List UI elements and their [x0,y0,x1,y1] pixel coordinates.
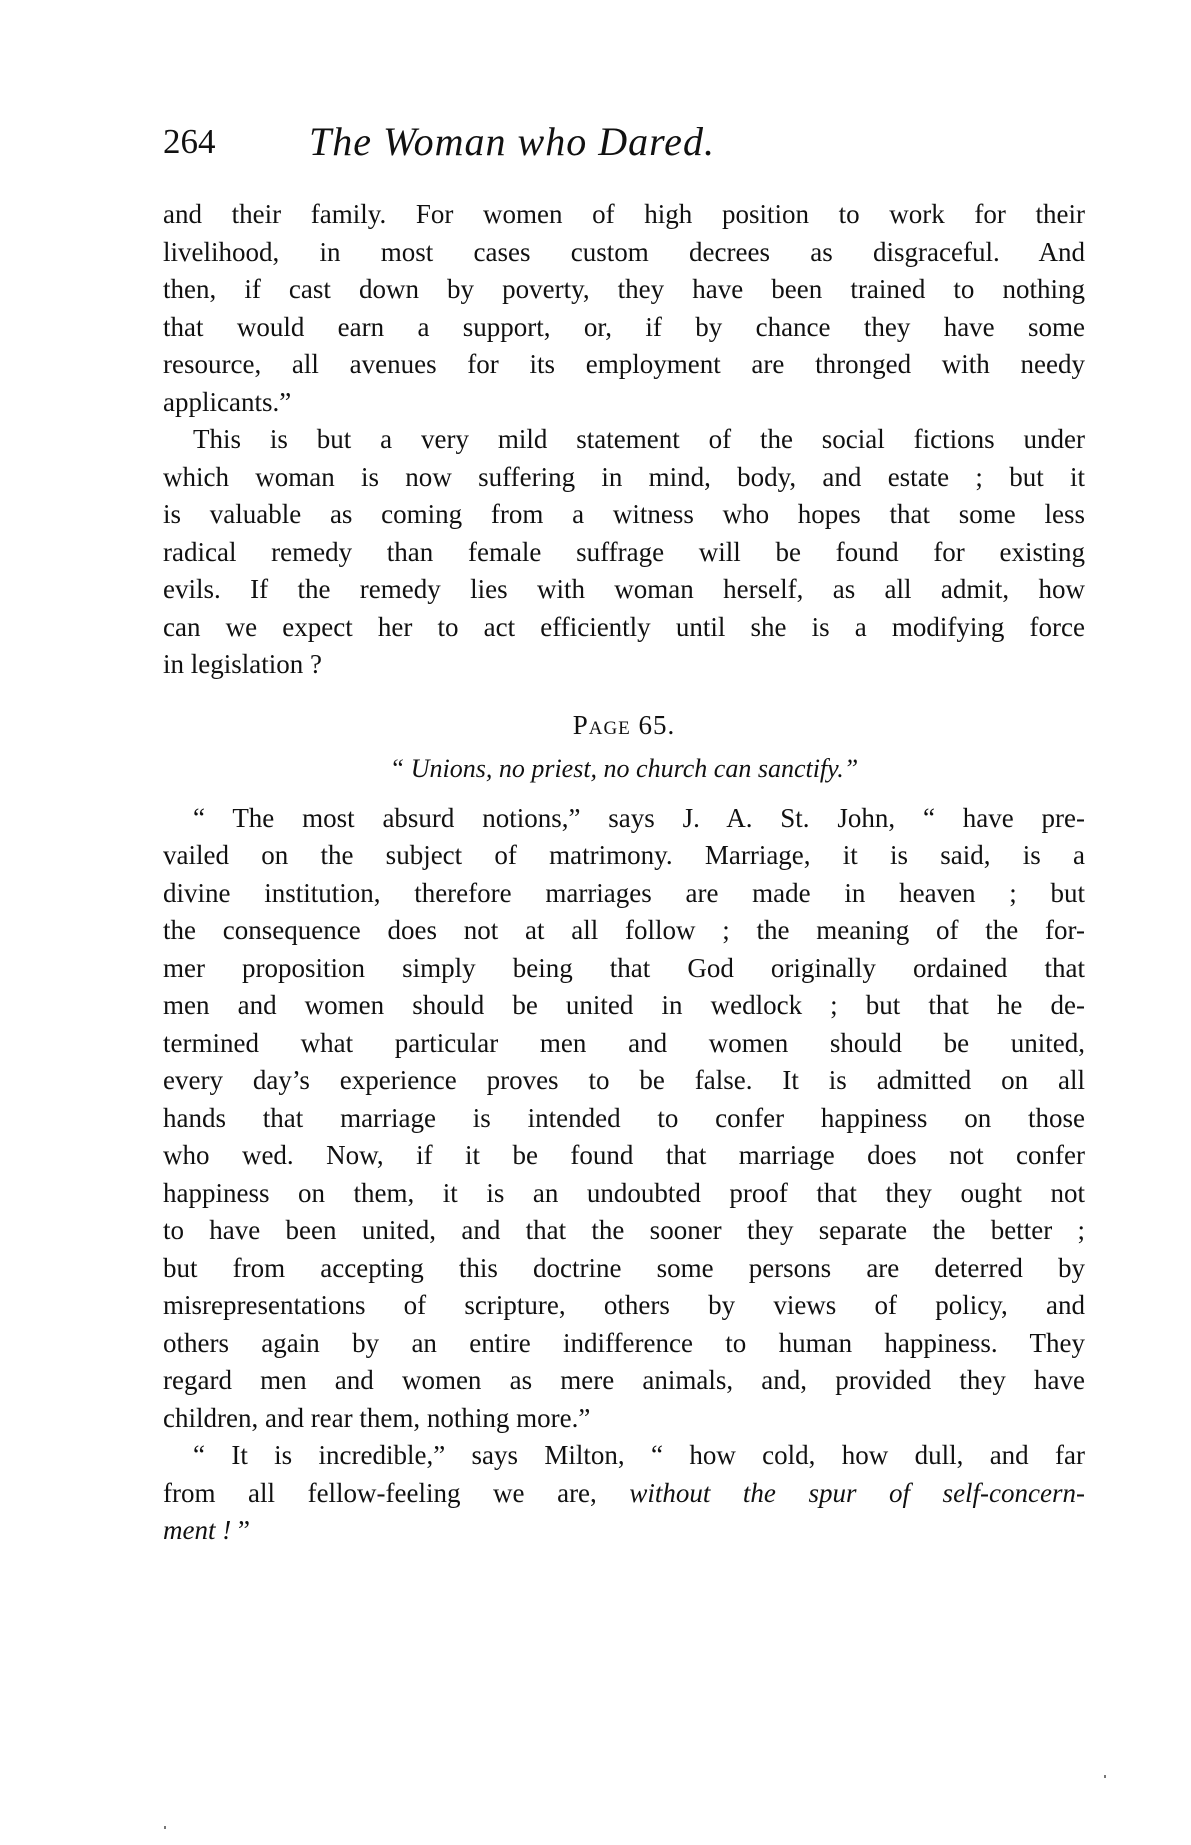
text-line: but from accepting this doctrine some persons are deterred by [163,1252,1085,1283]
text-line: evils. If the remedy lies with woman herself, as all admit, how [163,574,1085,604]
text-line: mer proposition simply being that God originally ordained that [163,952,1085,983]
text-italic: ment ! [163,1515,232,1545]
paragraph-4 [163,1437,1085,1550]
text-line: who wed. Now, if it be found that marriage does not confer [163,1140,1085,1170]
running-title: The Woman who Dared. [309,119,715,164]
scan-speck [164,1826,166,1829]
text-line: radical remedy than female suffrage will be found for existing [163,536,1085,567]
text-line: then, if cast down by poverty, they have been trained to nothing [163,274,1085,304]
text-line: that would earn a support, or, if by chance they have some [163,311,1085,342]
section-heading: Page 65. [572,709,676,740]
page-header [163,112,1023,172]
text-roman: ” [231,1515,250,1545]
scan-speck [1104,1775,1106,1778]
page-body [163,196,1085,1550]
text-line: resource, all avenues for its employment are thronged with needy [163,349,1085,379]
text-line: is valuable as coming from a witness who hopes that some less [163,499,1085,529]
text-line: and their family. For women of high position to work for their [163,199,1085,229]
text-line: every day’s experience proves to be false. It is admitted on all [163,1065,1085,1095]
text-line [163,1512,1085,1550]
text-line: the consequence does not at all follow ; the meaning of the for- [163,915,1085,945]
text-line: This is but a very mild statement of the social fictions under [193,424,1085,454]
text-line: men and women should be united in wedlock ; but that he de- [163,990,1085,1020]
text-line: “ It is incredible,” says Milton, “ how cold, how dull, and far [193,1440,1085,1470]
text-line: can we expect her to act efficiently until she is a modifying force [163,611,1085,642]
text-line: vailed on the subject of matrimony. Marriage, it is said, is a [163,840,1085,870]
text-line: hands that marriage is intended to confer happiness on those [163,1102,1085,1133]
text-italic: without the spur of self-concern- [629,1477,1085,1508]
paragraph-2 [163,421,1085,684]
text-line: livelihood, in most cases custom decrees as disgraceful. And [163,236,1085,267]
text-line: divine institution, therefore marriages are made in heaven ; but [163,877,1085,908]
text-line: applicants.” [163,386,292,417]
text-line: “ The most absurd notions,” says J. A. St. John, “ have pre- [193,802,1085,833]
page-number: 264 [163,122,216,161]
text-line: misrepresentations of scripture, others by views of policy, and [163,1290,1085,1320]
text-line: happiness on them, it is an undoubted proof that they ought not [163,1177,1085,1208]
text-line: to have been united, and that the sooner they separate the better ; [163,1215,1085,1245]
text-line: regard men and women as mere animals, and, provided they have [163,1365,1085,1395]
text-line: children, and rear them, nothing more.” [163,1402,591,1433]
paragraph-1 [163,196,1085,421]
text-line: others again by an entire indifference to human happiness. They [163,1327,1085,1358]
paragraph-3 [163,800,1085,1438]
text-line [163,1475,1085,1513]
epigraph: “ Unions, no priest, no church can sanctify.” [389,753,859,783]
text-roman: from all fellow-feeling we are, [163,1477,630,1508]
text-line: which woman is now suffering in mind, body, and estate ; but it [163,461,1085,492]
text-line: in legislation ? [163,649,322,679]
text-line: termined what particular men and women should be united, [163,1027,1085,1058]
